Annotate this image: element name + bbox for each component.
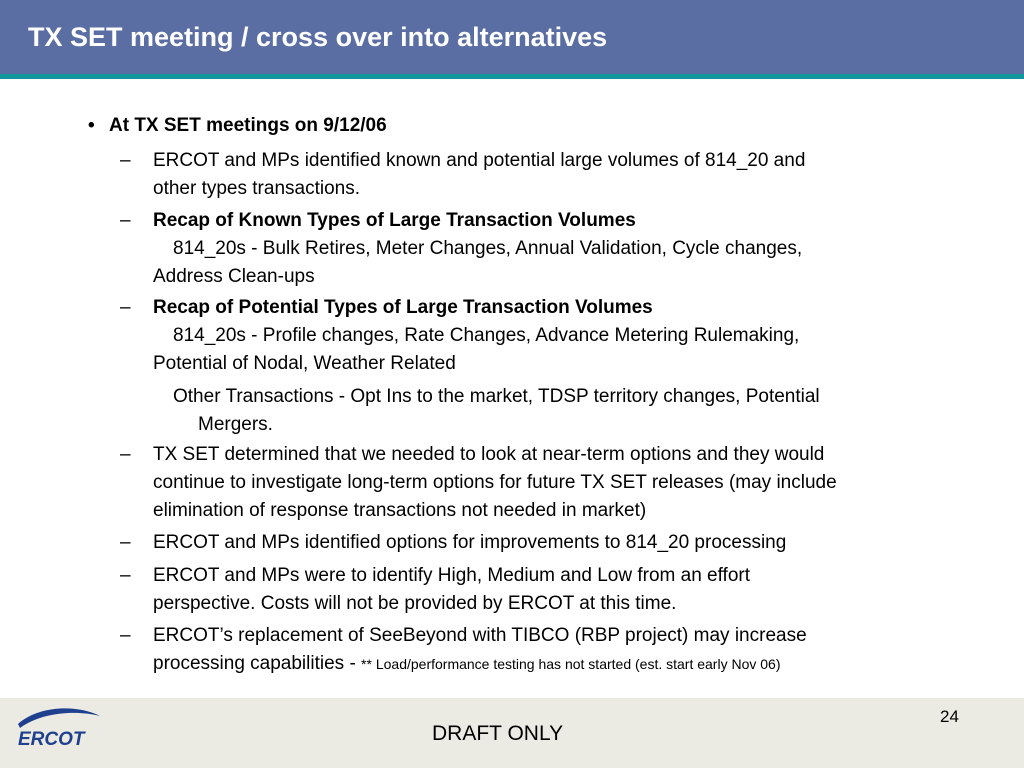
logo-text: ERCOT bbox=[18, 729, 85, 750]
sub-bullet-text bbox=[153, 147, 983, 203]
logo-swoosh bbox=[18, 708, 100, 728]
text-line: perspective. Costs will not be provided by ERCOT at this time. bbox=[153, 593, 677, 614]
draft-label: DRAFT ONLY bbox=[432, 722, 564, 745]
dash-bullet: – bbox=[120, 625, 131, 646]
text-line: Mergers. bbox=[198, 414, 273, 435]
text-line: 814_20s - Bulk Retires, Meter Changes, Annual Validation, Cycle changes, bbox=[173, 238, 803, 259]
sub-bullet-heading: Recap of Potential Types of Large Transaction Volumes bbox=[153, 297, 653, 318]
dash-bullet: – bbox=[120, 150, 131, 171]
ercot-logo bbox=[12, 704, 106, 754]
text-line: continue to investigate long-term options for future TX SET releases (may include bbox=[153, 472, 837, 493]
text-line: Address Clean-ups bbox=[153, 266, 315, 287]
text-line: ERCOT and MPs identified options for improvements to 814_20 processing bbox=[153, 532, 787, 553]
text-line: ERCOT and MPs were to identify High, Medium and Low from an effort bbox=[153, 565, 751, 586]
sub-bullet-heading: Recap of Known Types of Large Transaction Volumes bbox=[153, 210, 636, 231]
text-line: Potential of Nodal, Weather Related bbox=[153, 353, 456, 374]
sub-bullet-text bbox=[153, 529, 983, 557]
sub-bullet-text bbox=[153, 441, 983, 525]
bullet-dot: • bbox=[88, 115, 95, 136]
testing-note: ** Load/performance testing has not started (est. start early Nov 06) bbox=[361, 656, 781, 672]
sub-bullet-text bbox=[153, 294, 983, 439]
dash-bullet: – bbox=[120, 565, 131, 586]
text-line: Other Transactions - Opt Ins to the market, TDSP territory changes, Potential bbox=[173, 386, 820, 407]
dash-bullet: – bbox=[120, 532, 131, 553]
main-bullet-text: At TX SET meetings on 9/12/06 bbox=[109, 115, 387, 136]
slide-title: TX SET meeting / cross over into alternatives bbox=[28, 22, 608, 52]
dash-bullet: – bbox=[120, 444, 131, 465]
text-line: ERCOT’s replacement of SeeBeyond with TIBCO (RBP project) may increase bbox=[153, 625, 807, 646]
text-line: other types transactions. bbox=[153, 178, 360, 199]
text-line: TX SET determined that we needed to look at near-term options and they would bbox=[153, 444, 825, 465]
sub-bullet-text bbox=[153, 562, 983, 618]
text-line: 814_20s - Profile changes, Rate Changes, Advance Metering Rulemaking, bbox=[173, 325, 800, 346]
text-line: ERCOT and MPs identified known and potential large volumes of 814_20 and bbox=[153, 150, 806, 171]
sub-bullet-text bbox=[153, 622, 983, 678]
sub-bullet-text bbox=[153, 207, 983, 291]
page-number: 24 bbox=[940, 707, 959, 726]
dash-bullet: – bbox=[120, 210, 131, 231]
text-line-with-note bbox=[153, 650, 983, 678]
text-line: processing capabilities - bbox=[153, 653, 362, 674]
text-line: elimination of response transactions not needed in market) bbox=[153, 500, 647, 521]
dash-bullet: – bbox=[120, 297, 131, 318]
